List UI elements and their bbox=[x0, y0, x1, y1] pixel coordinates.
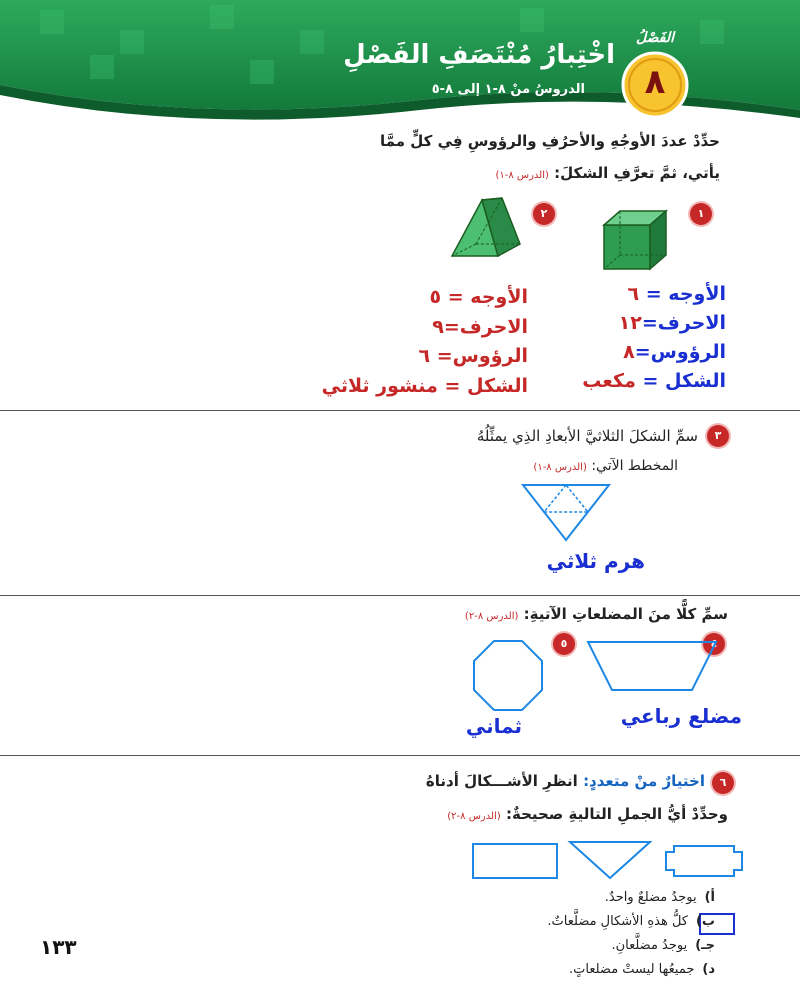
section3-instruction: سمِّ كلًّا منَ المضلعاتِ الآتيةِ: bbox=[523, 605, 728, 623]
choice-b[interactable]: ب)كلُّ هذهِ الأشكالِ مضلَّعاتٌ. bbox=[547, 914, 715, 929]
q4-answer: مضلع رباعي bbox=[620, 704, 742, 728]
question-1-number: ١ bbox=[690, 203, 712, 225]
divider bbox=[0, 410, 800, 411]
q1-vertices: الرؤوس=٨ bbox=[623, 341, 726, 363]
chapter-word: الفَصْلُ bbox=[636, 30, 674, 46]
question-6-number: ٦ bbox=[712, 772, 734, 794]
q1-faces: الأوجه = ٦ bbox=[627, 283, 726, 305]
cube-figure bbox=[598, 205, 672, 275]
section1-lesson-ref: (الدرس ٨-١) bbox=[495, 170, 549, 181]
pyramid-net-figure bbox=[520, 482, 612, 544]
section2-instruction-line2: المخطط الآتي: bbox=[591, 458, 678, 474]
section1-instruction-line2: يأتي، ثمَّ تعرَّفِ الشكلَ: bbox=[554, 164, 720, 182]
q2-vertices: الرؤوس= ٦ bbox=[418, 345, 528, 367]
chapter-number: ٨ bbox=[644, 62, 666, 102]
divider bbox=[0, 595, 800, 596]
rectangle-shape bbox=[473, 844, 557, 878]
section2-instruction-line1: سمِّ الشكلَ الثلاثيَّ الأبعادِ الذِي يمثِّلُهُ bbox=[476, 427, 698, 445]
divider bbox=[0, 755, 800, 756]
choice-a[interactable]: أ)يوجدُ مضلعٌ واحدٌ. bbox=[604, 890, 715, 905]
section4-instruction-line2: وحدِّدْ أيُّ الجملِ التاليةِ صحيحةٌ: bbox=[505, 805, 728, 823]
trapezoid-figure bbox=[586, 640, 718, 692]
q3-answer: هرم ثلاثي bbox=[546, 549, 645, 573]
q1-shape: الشكل = مكعب bbox=[582, 370, 726, 392]
question-5-number: ٥ bbox=[553, 633, 575, 655]
q2-edges: الاحرف=٩ bbox=[432, 316, 528, 338]
multiple-choice-label: اختيارٌ منْ متعددٍ: bbox=[583, 772, 705, 790]
q1-edges: الاحرف=١٢ bbox=[618, 312, 726, 334]
section4-lesson-ref: (الدرس ٨-٢) bbox=[447, 811, 501, 822]
notched-shape bbox=[666, 846, 742, 876]
choice-c[interactable]: جـ)يوجدُ مضلَّعانِ. bbox=[611, 938, 715, 953]
question-4-number: ٤ bbox=[703, 633, 725, 655]
section2-lesson-ref: (الدرس ٨-١) bbox=[533, 462, 587, 473]
q2-faces: الأوجه = ٥ bbox=[429, 286, 528, 308]
mc-shapes-figure bbox=[470, 840, 750, 882]
section4-instruction-line1: انظرِ الأشـــكالَ أدناهُ bbox=[425, 772, 578, 790]
page-title: اخْتِبارُ مُنْتَصَفِ الفَصْلِ bbox=[343, 40, 615, 70]
question-2-number: ٢ bbox=[533, 203, 555, 225]
q2-shape: الشكل = منشور ثلاثي bbox=[321, 375, 528, 397]
page-subtitle: الدروسُ منْ ٨-١ إلى ٨-٥ bbox=[431, 82, 585, 97]
q5-answer: ثماني bbox=[465, 714, 522, 738]
octagon-figure bbox=[470, 638, 546, 714]
section3-lesson-ref: (الدرس ٨-٢) bbox=[464, 611, 519, 622]
triangle-shape bbox=[570, 842, 650, 878]
choice-d[interactable]: د)جميعُها ليستْ مضلعاتٍ. bbox=[569, 962, 715, 977]
section1-instruction-line1: حدِّدْ عددَ الأوجُهِ والأحرُفِ والرؤوسِ فِي كلٍّ ممَّا bbox=[380, 132, 720, 150]
question-3-number: ٣ bbox=[707, 425, 729, 447]
triangular-prism-figure bbox=[446, 196, 526, 266]
page-number: ١٣٣ bbox=[40, 935, 77, 959]
